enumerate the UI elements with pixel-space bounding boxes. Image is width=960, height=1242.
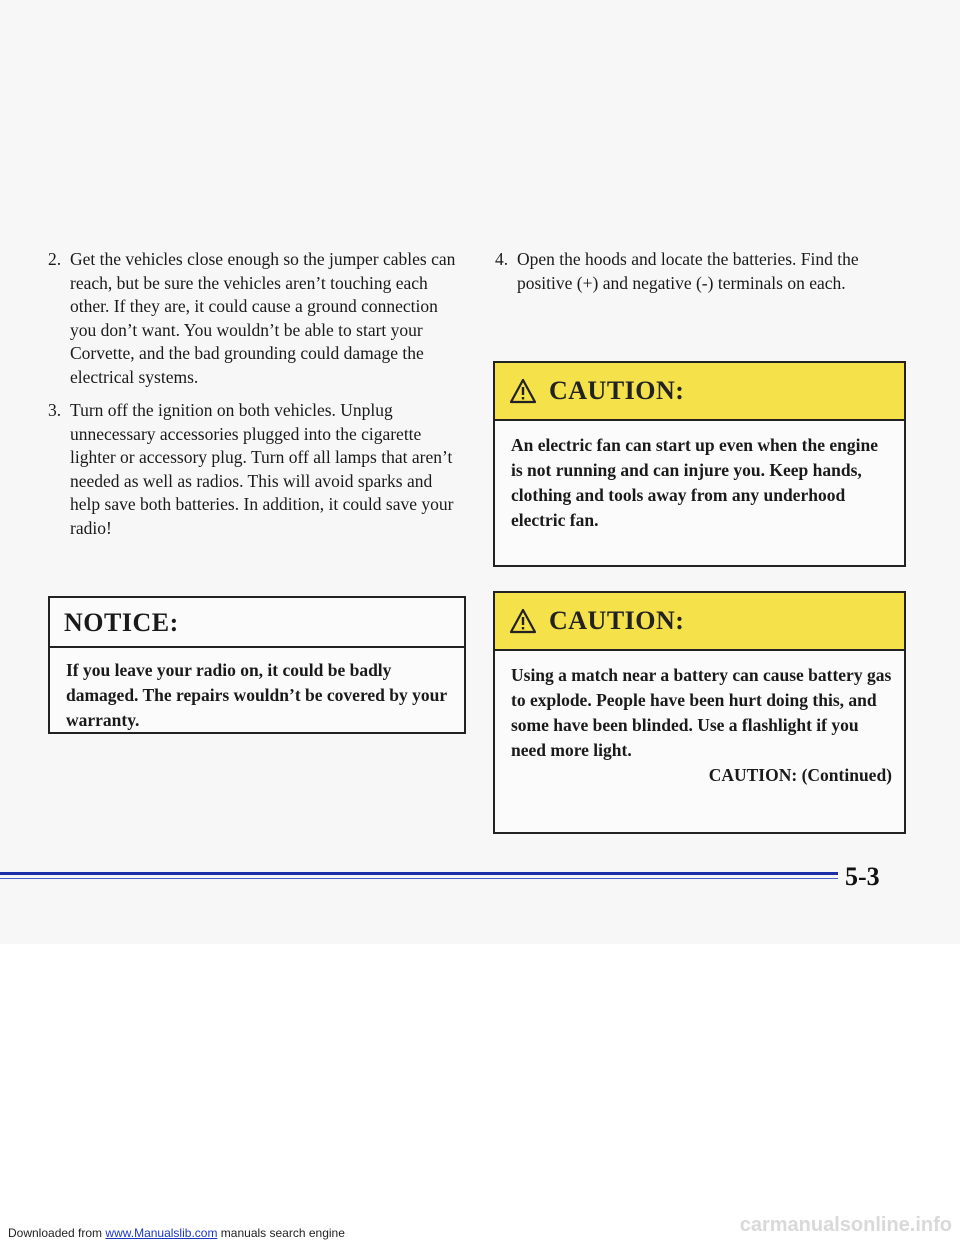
caution-continued: CAUTION: (Continued) <box>708 765 892 785</box>
footer-prefix: Downloaded from <box>8 1226 103 1240</box>
watermark: carmanualsonline.info <box>739 1214 952 1236</box>
manualslib-link[interactable]: www.Manualslib.com <box>105 1226 218 1240</box>
caution-header <box>495 593 904 651</box>
page-number: 5-3 <box>845 862 880 891</box>
right-column <box>495 248 915 305</box>
caution-title: CAUTION: <box>549 376 685 405</box>
caution-title: CAUTION: <box>549 606 685 635</box>
caution-box-match <box>493 591 906 834</box>
caution-box-fan <box>493 361 906 567</box>
warning-triangle-icon <box>509 378 537 404</box>
step-2 <box>48 248 466 389</box>
caution-body: An electric fan can start up even when the engine is not running and can injure you. Keep hands, clothing and tools away from any underhood electric fan. <box>511 435 878 530</box>
step-text: Get the vehicles close enough so the jumper cables can reach, but be sure the vehicles aren’t touching each other. If they are, it could cause a ground connection you don’t want. You wouldn’t be able to start your Corvette, and the bad grounding could damage the electrical systems. <box>70 249 456 387</box>
step-number: 4. <box>495 249 509 269</box>
notice-body: If you leave your radio on, it could be badly damaged. The repairs wouldn’t be covered by your warranty. <box>66 660 447 730</box>
notice-title: NOTICE: <box>50 598 464 648</box>
step-text: Open the hoods and locate the batteries. Find the positive (+) and negative (-) terminals on each. <box>517 249 859 293</box>
step-number: 3. <box>48 400 62 420</box>
download-footer <box>8 1226 345 1240</box>
step-text: Turn off the ignition on both vehicles. Unplug unnecessary accessories plugged into the cigarette lighter or accessory plug. Turn off all lamps that aren’t needed as well as radios. This will avoid sparks and help save both batteries. In addition, it could save your radio! <box>70 400 454 538</box>
step-4 <box>495 248 915 295</box>
footer-rule <box>0 872 838 875</box>
footer-suffix: manuals search engine <box>220 1226 345 1240</box>
left-column <box>48 248 466 550</box>
caution-header <box>495 363 904 421</box>
footer-rule-thin <box>0 878 838 879</box>
warning-triangle-icon <box>509 608 537 634</box>
notice-box <box>48 596 466 734</box>
step-number: 2. <box>48 249 62 269</box>
step-3 <box>48 399 466 540</box>
caution-body: Using a match near a battery can cause battery gas to explode. People have been hurt doing this, and some have been blinded. Use a flashlight if you need more light. <box>511 665 892 760</box>
